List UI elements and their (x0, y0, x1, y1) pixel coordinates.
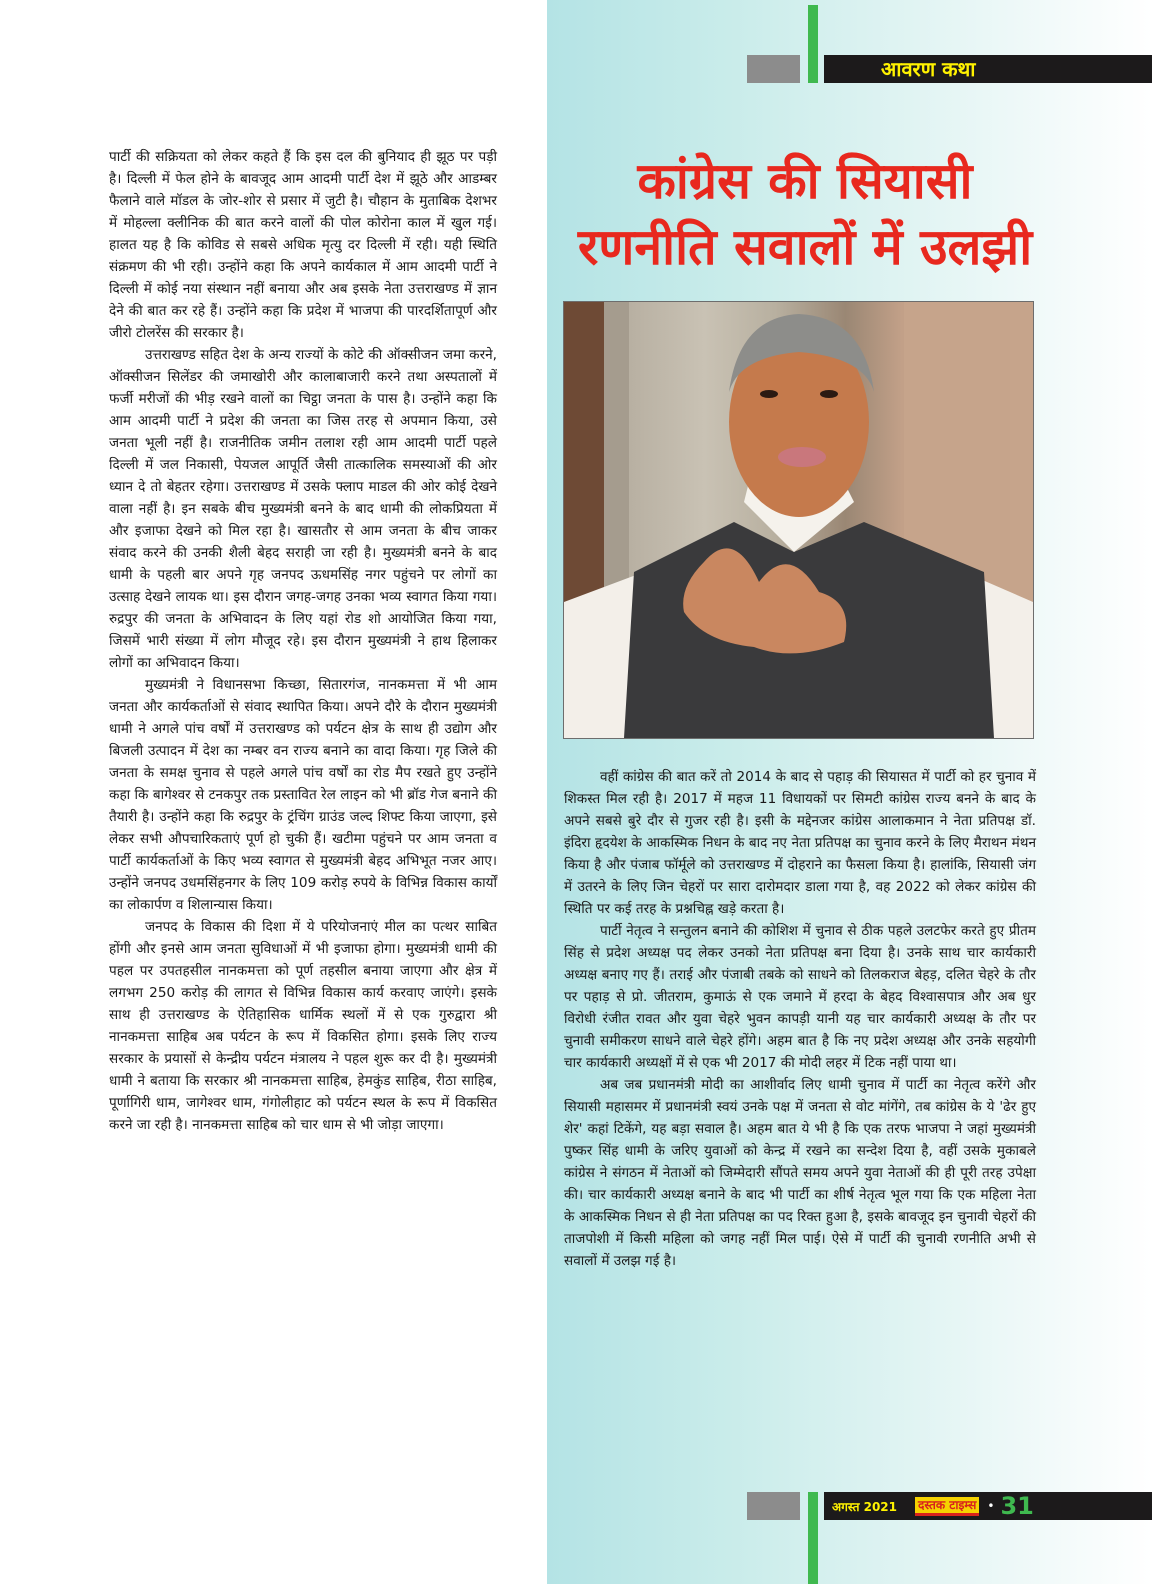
footer-gray-block (747, 1492, 800, 1520)
section-header-bar (824, 55, 1152, 83)
left-column-text (109, 146, 497, 1136)
left-paragraph-2: उत्तराखण्ड सहित देश के अन्य राज्यों के कोटे की ऑक्सीजन जमा करने, ऑक्सीजन सिलेंडर की जमाखोरी और कालाबाजारी करने तथा अस्पतालों में फर्जी मरीजों की भीड़ रखने वालों का चिट्ठा जनता के पास है। उन्होंने कहा कि आम आदमी पार्टी ने प्रदेश की जनता का जिस तरह से अपमान किया, उसे जनता भूली नहीं है। राजनीतिक जमीन तलाश रही आम आदमी पार्टी पहले दिल्ली में जल निकासी, पेयजल आपूर्ति जैसी तात्कालिक समस्याओं की ओर ध्यान दे तो बेहतर रहेगा। उत्तराखण्ड में उसके फ्लाप माडल की ओर कोई देखने वाला नहीं है। इन सबके बीच मुख्यमंत्री बनने के बाद धामी की लोकप्रियता में और इजाफा देखने को मिल रहा है। खासतौर से आम जनता के बीच जाकर संवाद करने की उनकी शैली बेहद सराही जा रही है। मुख्यमंत्री बनने के बाद धामी के पहली बार अपने गृह जनपद ऊधमसिंह नगर पहुंचने पर लोगों का उत्साह देखने लायक था। इस दौरान जगह-जगह उनका भव्य स्वागत किया गया। रुद्रपुर की जनता के अभिवादन के लिए यहां रोड शो आयोजित किया गया, जिसमें भारी संख्या में लोग मौजूद रहे। इस दौरान मुख्यमंत्री ने हाथ हिलाकर लोगों का अभिवादन किया। (109, 347, 497, 671)
header-gray-block (747, 55, 800, 83)
page-number: 31 (1000, 1492, 1034, 1520)
right-column-text (564, 766, 1036, 1272)
headline-line-1: कांग्रेस की सियासी (637, 152, 973, 210)
left-paragraph-4: जनपद के विकास की दिशा में ये परियोजनाएं मील का पत्थर साबित होंगी और इनसे आम जनता सुविधाओं में भी इजाफा होगा। मुख्यमंत्री धामी की पहल पर उपतहसील नानकमत्ता को पूर्ण तहसील बनाया जाएगा और क्षेत्र में लगभग 250 करोड़ की लागत से विभिन्न विकास कार्य करवाए जाएंगे। इसके साथ ही उत्तराखण्ड के ऐतिहासिक धार्मिक स्थलों में से एक गुरुद्वारा श्री नानकमत्ता साहिब अब पर्यटन के रूप में विकसित होगा। इसके लिए राज्य सरकार के प्रयासों से केन्द्रीय पर्यटन मंत्रालय ने पहल शुरू कर दी है। मुख्यमंत्री धामी ने बताया कि सरकार श्री नानकमत्ता साहिब, हेमकुंड साहिब, रीठा साहिब, पूर्णागिरी धाम, जागेश्वर धाम, गंगोलीहाट को पर्यटन स्थल के रूप में विकसित करने जा रही है। नानकमत्ता साहिब को चार धाम से भी जोड़ा जाएगा। (109, 919, 497, 1133)
photo-eye-left (760, 390, 778, 398)
right-paragraph-3: अब जब प्रधानमंत्री मोदी का आशीर्वाद लिए धामी चुनाव में पार्टी का नेतृत्व करेंगे और सियासी महासमर में प्रधानमंत्री स्वयं उनके पक्ष में जनता से वोट मांगेंगे, तब कांग्रेस के ये 'ढेर हुए शेर' कहां टिकेंगे, यह बड़ा सवाल है। अहम बात ये भी है कि एक तरफ भाजपा ने जहां मुख्यमंत्री पुष्कर सिंह धामी के जरिए युवाओं को केन्द्र में रखने का सन्देश दिया है, वहीं उसके मुकाबले कांग्रेस ने संगठन में नेताओं को जिम्मेदारी सौंपते समय अपने युवा नेताओं की ही पूरी तरह उपेक्षा की। चार कार्यकारी अध्यक्ष बनाने के बाद भी पार्टी का शीर्ष नेतृत्व भूल गया कि एक महिला नेता के आकस्मिक निधन से ही नेता प्रतिपक्ष का पद रिक्त हुआ है, इसके बावजूद इन चुनावी चेहरों की ताजपोशी में किसी महिला को जगह नहीं मिल पाई। ऐसे में पार्टी की चुनावी रणनीति अभी से सवालों में उलझ गई है। (564, 1077, 1036, 1269)
footer-green-rule (808, 1492, 818, 1584)
right-paragraph-1: वहीं कांग्रेस की बात करें तो 2014 के बाद से पहाड़ की सियासत में पार्टी को हर चुनाव में शिकस्त मिल रही है। 2017 में महज 11 विधायकों पर सिमटी कांग्रेस राज्य बनने के बाद के अपने सबसे बुरे दौर से गुजर रही है। इसी के मद्देनजर कांग्रेस आलाकमान ने नेता प्रतिपक्ष डॉ. इंदिरा हृदयेश के आकस्मिक निधन के बाद नए नेता प्रतिपक्ष का चुनाव करने के लिए मैराथन मंथन किया है और पंजाब फॉर्मूले को उत्तराखण्ड में दोहराने का फैसला किया है। हालांकि, सियासी जंग में उतरने के लिए जिन चेहरों पर सारा दारोमदार डाला गया है, वह 2022 को लेकर कांग्रेस की स्थिति पर कई तरह के प्रश्नचिह्न खड़े करता है। (564, 769, 1036, 917)
section-label: आवरण कथा (881, 57, 976, 81)
header-green-rule (808, 5, 818, 83)
photo-eye-right (820, 390, 838, 398)
publication-logo: दस्तक टाइम्स (915, 1497, 979, 1516)
headline-line-2: रणनीति सवालों में उलझी (577, 218, 1033, 276)
left-paragraph-3: मुख्यमंत्री ने विधानसभा किच्छा, सितारगंज, नानकमत्ता में भी आम जनता और कार्यकर्ताओं से संवाद स्थापित किया। अपने दौरे के दौरान मुख्यमंत्री धामी ने अगले पांच वर्षों में उत्तराखण्ड को पर्यटन क्षेत्र के साथ ही उद्योग और बिजली उत्पादन में देश का नम्बर वन राज्य बनाने का वादा किया। गृह जिले की जनता के समक्ष चुनाव से पहले अगले पांच वर्षों का रोड मैप रखते हुए उन्होंने कहा कि बागेश्वर से टनकपुर तक प्रस्तावित रेल लाइन को भी ब्रॉड गेज बनाने की तैयारी है। उन्होंने कहा कि रुद्रपुर के ट्रंचिंग ग्राउंड जल्द शिफ्ट किया जाएगा, इसे लेकर सभी औपचारिकताएं पूर्ण हो चुकी हैं। खटीमा पहुंचने पर आम जनता व पार्टी कार्यकर्ताओं के किए भव्य स्वागत से मुख्यमंत्री बेहद अभिभूत नजर आए। उन्होंने जनपद उधमसिंहनगर के लिए 109 करोड़ रुपये के विभिन्न विकास कार्यों का लोकार्पण व शिलान्यास किया। (109, 677, 497, 913)
article-photo (563, 301, 1034, 739)
portrait-illustration (564, 302, 1033, 738)
right-paragraph-2: पार्टी नेतृत्व ने सन्तुलन बनाने की कोशिश में चुनाव से ठीक पहले उलटफेर करते हुए प्रीतम सिंह से प्रदेश अध्यक्ष पद लेकर उनको नेता प्रतिपक्ष बना दिया है। उनके साथ चार कार्यकारी अध्यक्ष बनाए गए हैं। तराई और पंजाबी तबके को साधने को तिलकराज बेहड़, दलित चेहरे के तौर पर पहाड़ से प्रो. जीतराम, कुमाऊं से एक जमाने में हरदा के बेहद विश्वासपात्र और अब धुर विरोधी रंजीत रावत और युवा चेहरे भुवन कापड़ी यानी यह चार कार्यकारी अध्यक्ष के तौर पर चुनावी समीकरण साधने वाले चेहरे होंगे। अहम बात है कि नए प्रदेश अध्यक्ष और उनके सहयोगी चार कार्यकारी अध्यक्षों में से एक भी 2017 की मोदी लहर में टिक नहीं पाया था। (564, 923, 1036, 1071)
issue-month: अगस्त 2021 (832, 1499, 898, 1514)
footer-bar (824, 1492, 1152, 1520)
left-paragraph-1: पार्टी की सक्रियता को लेकर कहते हैं कि इस दल की बुनियाद ही झूठ पर पड़ी है। दिल्ली में फेल होने के बावजूद आम आदमी पार्टी देश में झूठे और आडम्बर फैलाने वाले मॉडल के जोर-शोर से प्रसार में जुटी है। चौहान के मुताबिक देशभर में मोहल्ला क्लीनिक की बात करने वालों की पोल कोरोना काल में खुल गई। हालत यह है कि कोविड से सबसे अधिक मृत्यु दर दिल्ली में रही। यही स्थिति संक्रमण की भी रही। उन्होंने कहा कि अपने कार्यकाल में आम आदमी पार्टी ने दिल्ली में कोई नया संस्थान नहीं बनाया और अब इसके नेता उत्तराखण्ड में ज्ञान देने की बात कर रहे हैं। उन्होंने कहा कि प्रदेश में भाजपा की पारदर्शितापूर्ण और जीरो टोलरेंस की सरकार है। (109, 149, 497, 341)
footer-separator: • (987, 1499, 995, 1513)
photo-mouth (778, 447, 826, 467)
headline (560, 148, 1050, 280)
